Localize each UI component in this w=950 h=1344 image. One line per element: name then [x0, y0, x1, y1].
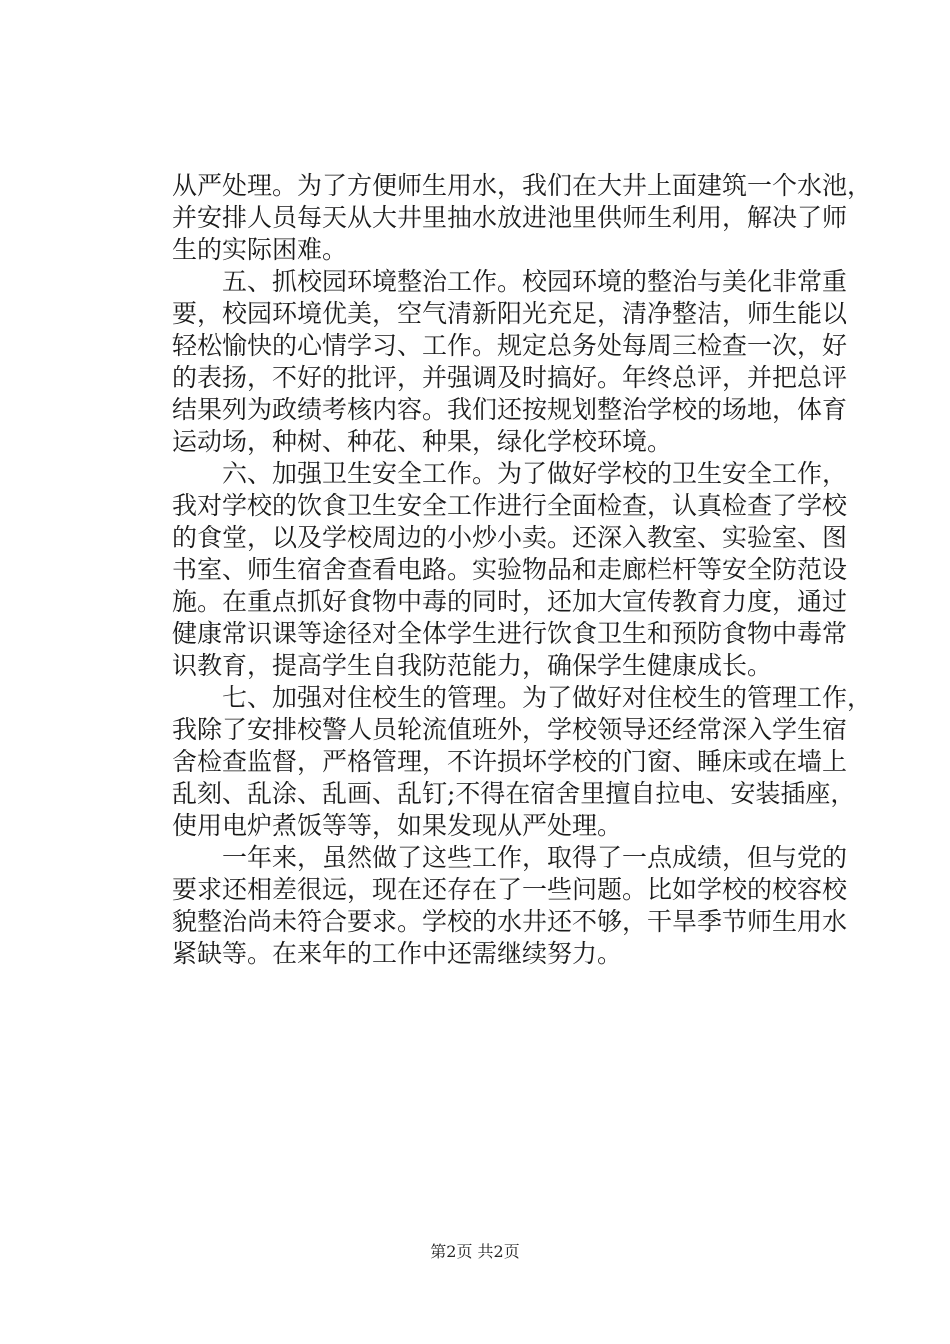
text-line: 健康常识课等途径对全体学生进行饮食卫生和预防食物中毒常: [172, 619, 848, 648]
text-line: 轻松愉快的心情学习、工作。规定总务处每周三检查一次，好: [172, 331, 848, 360]
text-line: 书室、师生宿舍查看电路。实验物品和走廊栏杆等安全防范设: [172, 555, 848, 584]
text-line: 从严处理。为了方便师生用水，我们在大井上面建筑一个水池，: [172, 171, 873, 200]
text-line: 舍检查监督，严格管理，不许损坏学校的门窗、睡床或在墙上: [172, 747, 848, 776]
text-line: 乱刻、乱涂、乱画、乱钉;不得在宿舍里擅自拉电、安装插座，: [172, 779, 856, 808]
text-line: 的表扬，不好的批评，并强调及时搞好。年终总评，并把总评: [172, 363, 848, 392]
text-line: 我对学校的饮食卫生安全工作进行全面检查，认真检查了学校: [172, 491, 848, 520]
text-line: 五、抓校园环境整治工作。校园环境的整治与美化非常重: [172, 267, 848, 296]
text-line: 要，校园环境优美，空气清新阳光充足，清净整洁，师生能以: [172, 299, 848, 328]
text-line: 我除了安排校警人员轮流值班外，学校领导还经常深入学生宿: [172, 715, 848, 744]
text-line: 七、加强对住校生的管理。为了做好对住校生的管理工作，: [172, 683, 873, 712]
text-line: 要求还相差很远，现在还存在了一些问题。比如学校的校容校: [172, 875, 848, 904]
text-line: 紧缺等。在来年的工作中还需继续努力。: [172, 939, 623, 968]
text-line: 并安排人员每天从大井里抽水放进池里供师生利用，解决了师: [172, 203, 848, 232]
text-line: 的食堂，以及学校周边的小炒小卖。还深入教室、实验室、图: [172, 523, 848, 552]
text-line: 识教育，提高学生自我防范能力，确保学生健康成长。: [172, 651, 773, 680]
text-line: 一年来，虽然做了这些工作，取得了一点成绩，但与党的: [172, 843, 848, 872]
text-line: 施。在重点抓好食物中毒的同时，还加大宣传教育力度，通过: [172, 587, 848, 616]
text-line: 使用电炉煮饭等等，如果发现从严处理。: [172, 811, 623, 840]
page-footer: 第2页 共2页: [430, 1242, 520, 1261]
text-line: 生的实际困难。: [172, 235, 348, 264]
document-body: [172, 170, 873, 970]
text-line: 六、加强卫生安全工作。为了做好学校的卫生安全工作，: [172, 459, 848, 488]
text-line: 结果列为政绩考核内容。我们还按规划整治学校的场地，体育: [172, 395, 848, 424]
text-line: 运动场，种树、种花、种果，绿化学校环境。: [172, 427, 673, 456]
text-line: 貌整治尚未符合要求。学校的水井还不够，干旱季节师生用水: [172, 907, 848, 936]
